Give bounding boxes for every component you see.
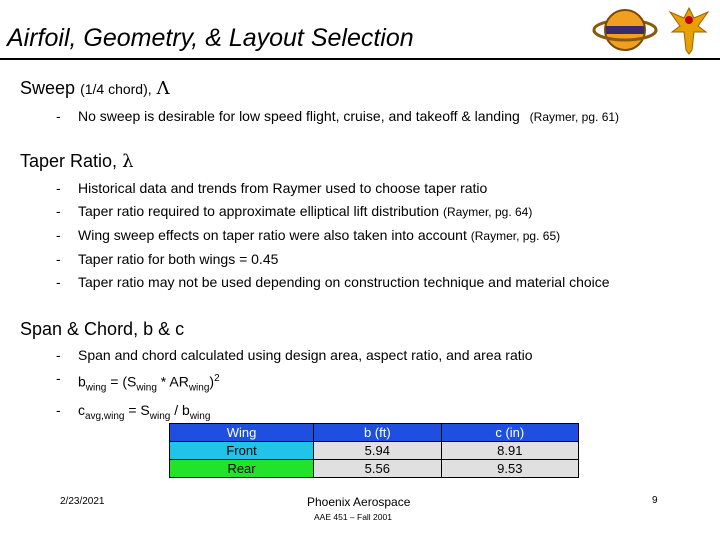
footer-page-number: 9 [652, 495, 658, 506]
table-cell: 5.94 [314, 442, 441, 460]
planet-logo-icon [592, 4, 658, 56]
taper-bullet: - Wing sweep effects on taper ratio were also taken into account (Raymer, pg. 65) [56, 227, 561, 243]
footer-company: Phoenix Aerospace [307, 495, 411, 509]
taper-heading-text: Taper Ratio, [20, 151, 118, 171]
taper-bullet-ref: (Raymer, pg. 65) [470, 229, 561, 243]
table-row [170, 460, 579, 478]
sweep-bullet-text: No sweep is desirable for low speed flight, cruise, and takeoff & landing [78, 108, 520, 124]
span-formula-b: - $b_{wing} = (S_{wing} * AR_{wing})^2$ [56, 370, 220, 394]
table-cell: 9.53 [441, 460, 578, 478]
taper-bullet-ref: (Raymer, pg. 64) [442, 205, 533, 219]
taper-bullet: - Taper ratio may not be used depending on construction technique and material choice [56, 274, 610, 290]
phoenix-logo-icon [668, 2, 710, 56]
taper-bullet-text: Taper ratio may not be used depending on construction technique and material choice [78, 274, 610, 290]
span-heading: Span & Chord, b & c [20, 319, 185, 339]
taper-bullet: - Taper ratio for both wings = 0.45 [56, 251, 279, 267]
sweep-heading [20, 78, 170, 99]
wing-dimensions-table [169, 423, 579, 478]
span-bullet-text: Span and chord calculated using design area, aspect ratio, and area ratio [78, 347, 533, 363]
taper-symbol: λ [122, 151, 134, 172]
title-divider [0, 58, 720, 60]
table-cell: Front [170, 442, 314, 460]
sweep-heading-note: (1/4 chord), [80, 81, 152, 97]
table-cell: Rear [170, 460, 314, 478]
taper-bullet-text: Wing sweep effects on taper ratio were also taken into account [78, 227, 467, 243]
table-header-row [170, 424, 579, 442]
table-header-cell: c (in) [441, 424, 578, 442]
footer-course: AAE 451 – Fall 2001 [314, 512, 392, 522]
taper-bullet-text: Taper ratio required to approximate elliptical lift distribution [78, 203, 440, 219]
taper-heading [20, 151, 134, 172]
taper-bullets [56, 177, 610, 294]
taper-bullet: - Historical data and trends from Raymer used to choose taper ratio [56, 180, 488, 196]
footer-date: 2/23/2021 [60, 496, 105, 507]
sweep-bullet-ref: (Raymer, pg. 61) [529, 110, 620, 124]
table-cell: 8.91 [441, 442, 578, 460]
span-bullets [56, 344, 533, 428]
taper-bullet-text: Taper ratio for both wings = 0.45 [78, 251, 279, 267]
taper-bullet-text: Historical data and trends from Raymer used to choose taper ratio [78, 180, 488, 196]
slide-title: Airfoil, Geometry, & Layout Selection [7, 24, 414, 52]
table-header-cell: Wing [170, 424, 314, 442]
sweep-bullets [56, 105, 619, 129]
sweep-symbol: Λ [156, 78, 170, 99]
table-cell: 5.56 [314, 460, 441, 478]
span-bullet: - Span and chord calculated using design area, aspect ratio, and area ratio [56, 347, 533, 363]
sweep-heading-text: Sweep [20, 78, 76, 98]
table-header-cell: b (ft) [314, 424, 441, 442]
table-row [170, 442, 579, 460]
span-formula-c: - $c_{avg,wing} = S_{wing} / b_{wing}$ [56, 402, 211, 423]
sweep-bullet: - No sweep is desirable for low speed flight, cruise, and takeoff & landing (Raymer, pg. 61) [56, 108, 620, 124]
taper-bullet: - Taper ratio required to approximate elliptical lift distribution (Raymer, pg. 64) [56, 203, 533, 219]
